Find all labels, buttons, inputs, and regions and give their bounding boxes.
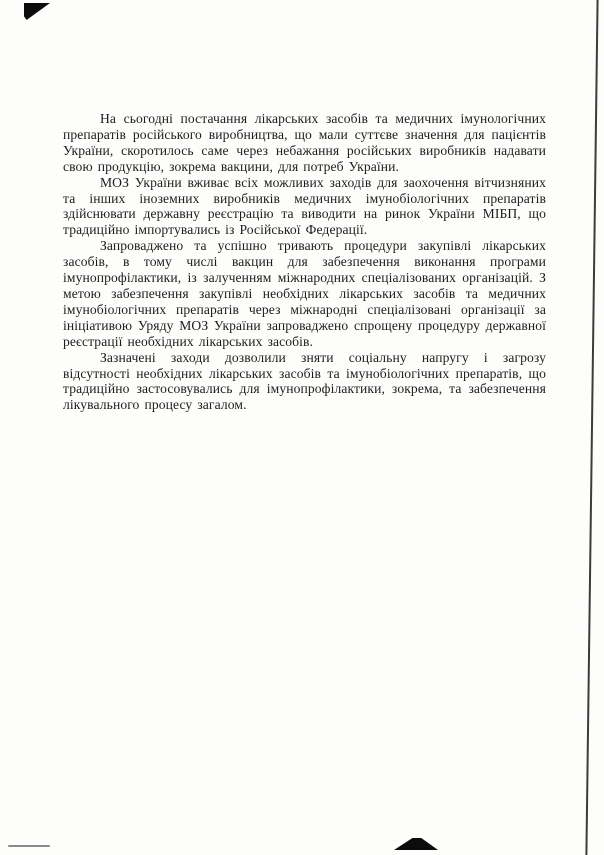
paragraph-3: Запроваджено та успішно тривають процедури закупівлі лікарських засобів, в тому числі вакцин для забезпечення виконання програми імунопрофілактики, із залученням міжнародних спеціалізованих організацій. З метою забезпечення закупівлі необхідних лікарських засобів та медичних імунобіологічних препаратів через міжнародні спеціалізовані організації за ініціативою Уряду МОЗ України запроваджено спрощену процедуру державної реєстрації необхідних лікарських засобів. — [63, 238, 546, 349]
document-body-text — [63, 111, 546, 413]
scan-corner-mark-bottom — [394, 838, 438, 850]
paragraph-2: МОЗ України вживає всіх можливих заходів для заохочення вітчизняних та інших іноземних виробників медичних імунобіологічних препаратів здійснювати державну реєстрацію та виводити на ринок України МІБП, що традиційно імпортувались із Російської Федерації. — [63, 174, 546, 238]
paragraph-1: На сьогодні постачання лікарських засобів та медичних імунологічних препаратів російського виробництва, що мали суттєве значення для пацієнтів України, скоротилось саме через небажання російських виробників надавати свою продукцію, зокрема вакцини, для потреб України. — [63, 111, 546, 174]
scan-edge-line-right — [585, 0, 598, 855]
paragraph-4: Зазначені заходи дозволили зняти соціальну напругу і загрозу відсутності необхідних лікарських засобів та імунобіологічних препаратів, що традиційно застосовувались для імунопрофілактики, зокрема, та забезпечення лікувального процесу загалом. — [63, 349, 546, 413]
scan-dash-bottom-left — [8, 845, 50, 847]
scan-corner-mark-top-left — [24, 3, 50, 20]
